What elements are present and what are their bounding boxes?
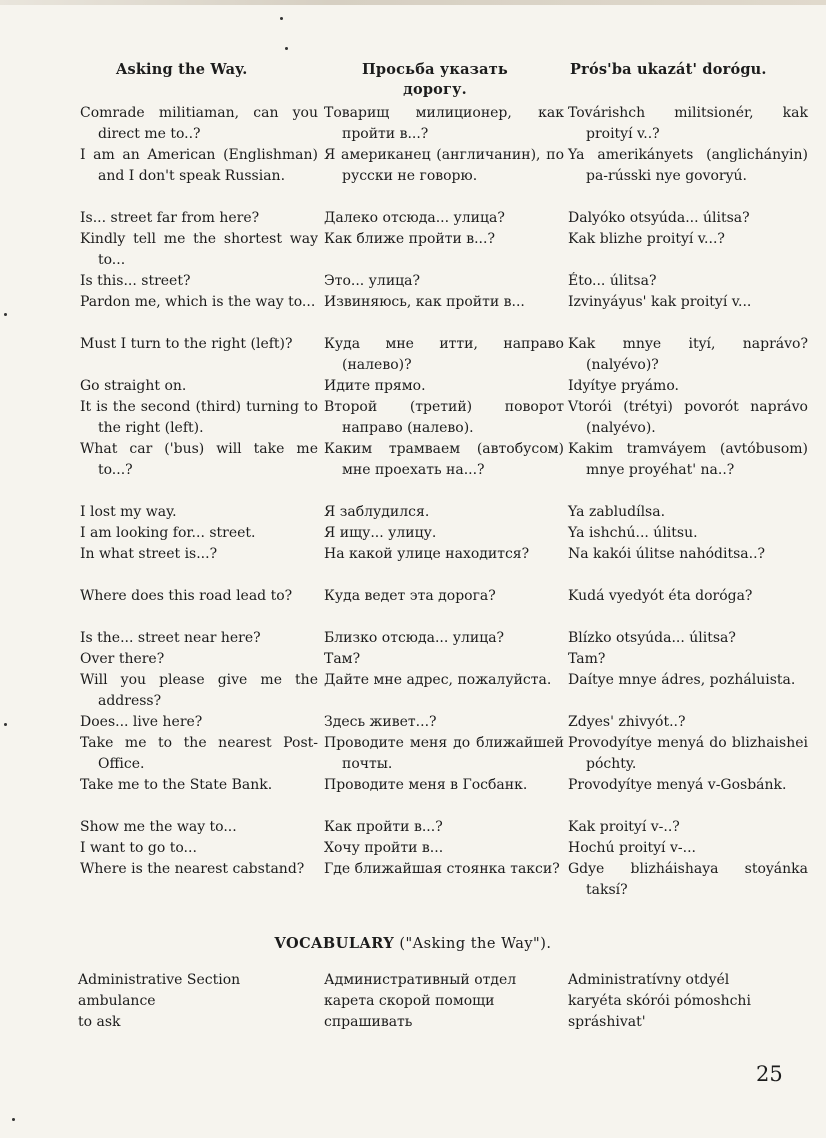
table-row <box>0 670 826 712</box>
print-speck <box>285 47 288 50</box>
phrase-russian: Извиняюсь, как пройти в... <box>324 294 525 310</box>
phrase-transliteration: Daítye mnye ádres, pozháluista. <box>568 672 796 688</box>
table-row <box>0 229 826 271</box>
phrase-russian: Куда ведет эта дорога? <box>324 588 496 604</box>
table-row <box>0 292 826 334</box>
header-russian: Просьба указать дорогу. <box>362 61 508 98</box>
phrase-transliteration: Vtorói (trétyi) povorót naprávo (nalyévo). <box>568 399 808 436</box>
vocab-english: ambulance <box>78 993 156 1009</box>
vocab-english: Administrative Section <box>78 972 241 988</box>
phrase-english: Kindly tell me the shortest way to... <box>80 231 318 268</box>
phrase-transliteration: Ya amerikányets (anglichányin) pa-rússki nye govoryú. <box>568 147 808 184</box>
phrase-transliteration: Éto... úlitsa? <box>568 273 657 289</box>
vocabulary-english-column <box>78 970 310 1033</box>
phrase-transliteration: Zdyes' zhivyót..? <box>568 714 686 730</box>
phrase-transliteration: Kakim tramváyem (avtóbusom) mnye proyéhat' na..? <box>568 441 808 478</box>
table-row <box>0 775 826 817</box>
print-speck <box>280 17 283 20</box>
print-speck <box>12 1118 15 1121</box>
phrase-russian: Я заблудился. <box>324 504 430 520</box>
phrase-transliteration: Hochú proityí v-... <box>568 840 696 856</box>
table-row <box>0 544 826 586</box>
phrase-english: I want to go to... <box>80 840 197 856</box>
phrase-english: Comrade militiaman, can you direct me to..? <box>80 105 318 142</box>
table-row <box>0 439 826 502</box>
phrase-transliteration: Kak blizhe proityí v...? <box>568 231 725 247</box>
phrase-transliteration: Ya zabludílsa. <box>568 504 666 520</box>
vocabulary-title: VOCABULARY <box>274 935 395 952</box>
phrase-russian: Близко отсюда... улица? <box>324 630 505 646</box>
table-row <box>0 271 826 292</box>
vocab-russian: Административный отдел <box>324 972 517 988</box>
phrase-russian: Где ближайшая стоянка такси? <box>324 861 560 877</box>
phrase-english: Take me to the nearest Post-Office. <box>80 735 318 772</box>
phrase-english: I am looking for... street. <box>80 525 256 541</box>
phrase-transliteration: Na kakói úlitse nahóditsa..? <box>568 546 766 562</box>
phrase-english: Must I turn to the right (left)? <box>80 336 293 352</box>
column-headers <box>0 58 826 102</box>
table-row <box>0 817 826 838</box>
phrase-english: Take me to the State Bank. <box>80 777 273 793</box>
phrase-transliteration: Kak proityí v-..? <box>568 819 680 835</box>
phrase-english: Show me the way to... <box>80 819 237 835</box>
phrase-transliteration: Idyítye pryámo. <box>568 378 679 394</box>
vocabulary-heading <box>0 935 826 952</box>
phrase-table <box>0 103 826 901</box>
vocabulary-subtitle: ("Asking the Way"). <box>399 936 552 952</box>
phrase-english: Over there? <box>80 651 165 667</box>
phrase-russian: Там? <box>324 651 361 667</box>
table-row <box>0 712 826 733</box>
phrase-russian: Идите прямо. <box>324 378 426 394</box>
table-row <box>0 628 826 649</box>
phrase-transliteration: Kak mnye ityí, naprávo? (nalyévo)? <box>568 336 808 373</box>
page-number: 25 <box>756 1062 783 1086</box>
vocab-transliteration: karyéta skórói pómoshchi <box>568 993 751 1009</box>
phrase-russian: Дайте мне адрес, пожалуйста. <box>324 672 552 688</box>
page-top-edge <box>0 0 826 5</box>
phrase-english: Is this... street? <box>80 273 191 289</box>
phrase-english: Does... live here? <box>80 714 203 730</box>
phrase-english: What car ('bus) will take me to...? <box>80 441 318 478</box>
phrase-english: Is the... street near here? <box>80 630 261 646</box>
table-row <box>0 334 826 376</box>
phrase-russian: Хочу пройти в... <box>324 840 444 856</box>
phrase-transliteration: Kudá vyedyót éta doróga? <box>568 588 753 604</box>
vocab-transliteration: spráshivat' <box>568 1014 646 1030</box>
phrase-russian: Каким трамваем (автобусом) мне проехать на...? <box>324 441 564 478</box>
table-row <box>0 649 826 670</box>
vocabulary-transliteration-column <box>568 970 798 1033</box>
phrase-transliteration: Provodyítye menyá v-Gosbánk. <box>568 777 787 793</box>
table-row <box>0 838 826 859</box>
phrase-russian: Проводите меня в Госбанк. <box>324 777 528 793</box>
table-row <box>0 397 826 439</box>
phrase-russian: Куда мне итти, направо (налево)? <box>324 336 564 373</box>
phrase-english: I lost my way. <box>80 504 177 520</box>
phrase-transliteration: Blízko otsyúda... úlitsa? <box>568 630 736 646</box>
phrase-russian: Товарищ милиционер, как пройти в...? <box>324 105 564 142</box>
phrase-transliteration: Provodyítye menyá do blizhaishei póchty. <box>568 735 808 772</box>
phrase-english: Pardon me, which is the way to... <box>80 294 316 310</box>
header-transliteration: Prós'ba ukazát' dorógu. <box>570 61 767 78</box>
phrase-russian: Это... улица? <box>324 273 421 289</box>
phrase-russian: Здесь живет...? <box>324 714 437 730</box>
phrase-russian: Далеко отсюда... улица? <box>324 210 505 226</box>
phrase-russian: Я ищу... улицу. <box>324 525 437 541</box>
phrase-russian: На какой улице находится? <box>324 546 530 562</box>
table-row <box>0 523 826 544</box>
phrase-transliteration: Izvinyáyus' kak proityí v... <box>568 294 752 310</box>
phrase-transliteration: Gdye blizháishaya stoyánka taksí? <box>568 861 808 898</box>
phrase-transliteration: Tam? <box>568 651 606 667</box>
vocabulary-russian-column <box>324 970 554 1033</box>
vocab-transliteration: Administratívny otdyél <box>568 972 730 988</box>
table-row <box>0 145 826 208</box>
phrase-english: I am an American (Englishman) and I don't speak Russian. <box>80 147 318 184</box>
phrase-english: In what street is...? <box>80 546 218 562</box>
phrase-russian: Проводите меня до ближайшей почты. <box>324 735 564 772</box>
phrase-transliteration: Dalyóko otsyúda... úlitsa? <box>568 210 750 226</box>
phrase-english: It is the second (third) turning to the right (left). <box>80 399 318 436</box>
table-row <box>0 208 826 229</box>
phrase-english: Where is the nearest cabstand? <box>80 861 305 877</box>
phrase-english: Where does this road lead to? <box>80 588 293 604</box>
phrase-transliteration: Ya ishchú... úlitsu. <box>568 525 698 541</box>
header-english: Asking the Way. <box>116 61 248 78</box>
table-row <box>0 376 826 397</box>
table-row <box>0 103 826 145</box>
phrase-english: Go straight on. <box>80 378 187 394</box>
table-row <box>0 733 826 775</box>
vocab-russian: спрашивать <box>324 1014 413 1030</box>
phrase-transliteration: Továrishch militsionér, kak proityí v..? <box>568 105 808 142</box>
phrase-english: Is... street far from here? <box>80 210 260 226</box>
phrase-english: Will you please give me the address? <box>80 672 318 709</box>
vocab-english: to ask <box>78 1014 121 1030</box>
table-row <box>0 859 826 901</box>
table-row <box>0 586 826 628</box>
phrase-russian: Как ближе пройти в...? <box>324 231 495 247</box>
table-row <box>0 502 826 523</box>
vocab-russian: карета скорой помощи <box>324 993 495 1009</box>
phrase-russian: Как пройти в...? <box>324 819 443 835</box>
phrase-russian: Я американец (англичанин), по русски не говорю. <box>324 147 564 184</box>
phrase-russian: Второй (третий) поворот направо (налево). <box>324 399 564 436</box>
